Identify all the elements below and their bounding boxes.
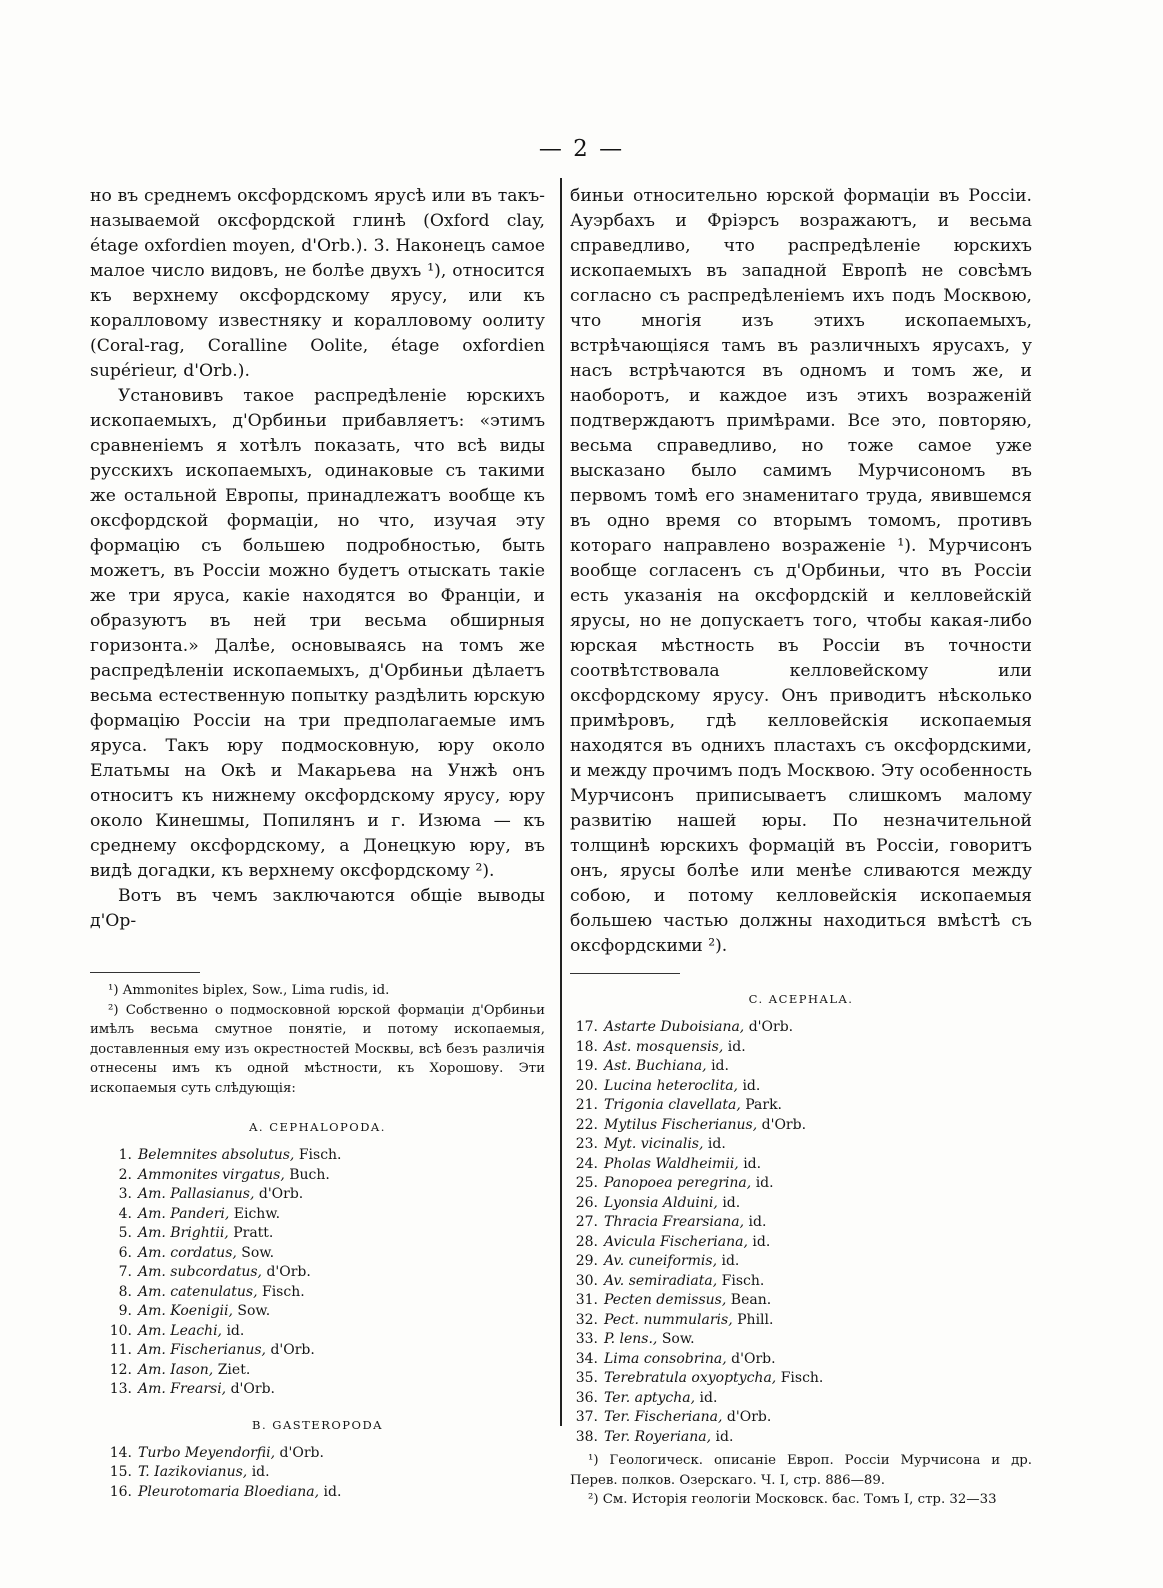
species-name: Pholas Waldheimii,: [604, 1155, 739, 1172]
species-author: Sow.: [237, 1303, 271, 1319]
species-author: Sow.: [661, 1331, 695, 1347]
species-name: Lima consobrina,: [604, 1350, 727, 1367]
species-author: id.: [226, 1322, 245, 1339]
species-author: id.: [743, 1155, 762, 1172]
species-name: Ter. Royeriana,: [604, 1428, 712, 1445]
species-name: Myt. vicinalis,: [604, 1136, 704, 1152]
species-item: [570, 1272, 1032, 1292]
species-item: [570, 1428, 1032, 1448]
species-item: [570, 1194, 1032, 1214]
species-list-gasteropoda: [90, 1444, 545, 1503]
section-title-acephala: C. ACEPHALA.: [748, 992, 854, 1006]
species-item: [570, 1291, 1032, 1311]
species-number: 21.: [575, 1097, 598, 1113]
species-number: 16.: [109, 1483, 132, 1500]
species-name: Am. cordatus,: [138, 1244, 237, 1261]
species-number: 22.: [575, 1116, 598, 1133]
species-item: [570, 1057, 1032, 1077]
species-number: 7.: [118, 1264, 132, 1280]
species-item: [90, 1380, 545, 1400]
species-number: 8.: [118, 1283, 132, 1300]
species-item: [90, 1166, 545, 1186]
species-name: Am. Fischerianus,: [138, 1342, 266, 1358]
species-name: Av. semiradiata,: [604, 1272, 718, 1289]
species-name: Am. Brightii,: [138, 1225, 229, 1241]
species-number: 18.: [575, 1038, 598, 1055]
species-author: id.: [722, 1194, 741, 1211]
species-item: [90, 1244, 545, 1264]
species-number: 9.: [118, 1303, 132, 1319]
species-author: Fisch.: [780, 1370, 824, 1386]
species-name: Pecten demissus,: [604, 1292, 727, 1308]
right-paragraph: биньи относительно юрской формаціи въ Россіи. Ауэрбахъ и Фріэрсъ возражаютъ, и весьма справедливо, что распредѣленіе юрскихъ ископаемыхъ въ западной Европѣ не совсѣмъ согласно съ распредѣленіемъ ихъ подъ Москвою, что многія изъ этихъ ископаемыхъ, встрѣчающіяся тамъ въ различныхъ ярусахъ, у насъ встрѣчаются въ одномъ и томъ же, и наоборотъ, и каждое изъ этихъ возраженій подтверждаютъ примѣрами. Все это, повторяю, весьма справедливо, но тоже самое уже высказано было самимъ Мурчисономъ въ первомъ томѣ его знаменитаго труда, явившемся въ одно время со вторымъ томомъ, противъ котораго направлено возраженіе ¹). Мурчисонъ вообще согласенъ съ д'Орбиньи, что въ Россіи есть указанія на оксфордскій и келловейскій ярусы, но не допускаетъ того, чтобы какая-либо юрская мѣстность въ Россіи въ точности соотвѣтствовала келловейскому или оксфордскому ярусу. Онъ приводитъ нѣсколько примѣровъ, гдѣ келловейскія ископаемыя находятся въ однихъ пластахъ съ оксфордскими, и между прочимъ подъ Москвою. Эту особенность Мурчисонъ приписываетъ слишкомъ малому развитію нашей юры. По незначительной толщинѣ юрскихъ формацій въ Россіи, говоритъ онъ, ярусы болѣе или менѣе сливаются между собою, и потому келловейскія ископаемыя большею частью должны находиться вмѣстѣ съ оксфордскими ²).: [570, 186, 1032, 956]
species-number: 29.: [575, 1253, 598, 1269]
species-item: [570, 1408, 1032, 1428]
species-number: 12.: [109, 1361, 132, 1378]
species-name: Ast. mosquensis,: [604, 1038, 724, 1055]
species-author: id.: [752, 1233, 771, 1250]
species-author: id.: [748, 1214, 767, 1230]
species-author: d'Orb.: [230, 1381, 275, 1397]
species-number: 10.: [109, 1322, 132, 1339]
species-author: d'Orb.: [761, 1116, 807, 1133]
species-name: Am. subcordatus,: [138, 1264, 262, 1280]
species-name: Am. Panderi,: [138, 1205, 230, 1222]
species-number: 28.: [575, 1233, 598, 1250]
species-author: id.: [251, 1464, 270, 1480]
right-footnote-1: ¹) Геологическ. описаніе Европ. Россіи Мурчисона и др. Перев. полков. Озерскаго. Ч. I, стр. 886—89.: [570, 1453, 1032, 1488]
species-name: Belemnites absolutus,: [138, 1147, 295, 1163]
footnote-1: ¹) Ammonites biplex, Sow., Lima rudis, id.: [108, 983, 390, 998]
species-item: [90, 1185, 545, 1205]
species-number: 35.: [575, 1370, 598, 1386]
right-column: [570, 184, 1032, 1510]
species-number: 38.: [575, 1428, 598, 1445]
species-number: 2.: [118, 1166, 132, 1183]
species-number: 15.: [109, 1464, 132, 1480]
species-author: Fisch.: [721, 1272, 765, 1289]
species-number: 24.: [575, 1155, 598, 1172]
species-number: 5.: [118, 1225, 132, 1241]
left-paragraph-1: но въ среднемъ оксфордскомъ ярусѣ или въ такъ-называемой оксфордской глинѣ (Oxford clay, étage oxfordien moyen, d'Orb.). 3. Наконецъ самое малое число видовъ, не болѣе двухъ ¹), относится къ верхнему оксфордскому ярусу, или къ коралловому известняку и коралловому оолиту (Coral-rag, Coralline Oolite, étage oxfordien supérieur, d'Orb.).: [90, 186, 545, 381]
species-number: 11.: [109, 1342, 132, 1358]
species-name: Lyonsia Alduini,: [604, 1194, 718, 1211]
species-author: id.: [721, 1253, 740, 1269]
species-author: Phill.: [737, 1311, 774, 1328]
species-item: [570, 1135, 1032, 1155]
species-item: [570, 1369, 1032, 1389]
species-number: 37.: [575, 1409, 598, 1425]
species-number: 23.: [575, 1136, 598, 1152]
species-author: d'Orb.: [726, 1409, 772, 1425]
species-name: Av. cuneiformis,: [604, 1253, 718, 1269]
species-number: 33.: [575, 1331, 598, 1347]
species-name: Pect. nummularis,: [604, 1311, 733, 1328]
species-item: [90, 1322, 545, 1342]
species-item: [570, 1389, 1032, 1409]
species-item: [90, 1283, 545, 1303]
species-name: Turbo Meyendorfii,: [138, 1444, 276, 1461]
species-name: Trigonia clavellata,: [604, 1097, 741, 1113]
species-item: [570, 1077, 1032, 1097]
species-item: [90, 1146, 545, 1166]
species-author: id.: [755, 1175, 774, 1191]
left-paragraph-3: Вотъ въ чемъ заключаются общіе выводы д'Ор-: [90, 886, 545, 931]
species-name: Lucina heteroclita,: [604, 1077, 738, 1094]
species-name: Am. catenulatus,: [138, 1283, 258, 1300]
species-item: [90, 1444, 545, 1464]
species-name: Am. Frearsi,: [138, 1381, 227, 1397]
species-item: [570, 1038, 1032, 1058]
species-item: [570, 1330, 1032, 1350]
species-number: 34.: [575, 1350, 598, 1367]
left-paragraph-2: Установивъ такое распредѣленіе юрскихъ ископаемыхъ, д'Орбиньи прибавляетъ: «этимъ сравненіемъ я хотѣлъ показать, что всѣ виды русскихъ ископаемыхъ, одинаковые съ такими же остальной Европы, принадлежатъ вообще къ оксфордской формаціи, но что, изучая эту формацію съ большею подробностью, быть можетъ, въ Россіи можно будетъ отыскать такіе же три яруса, какіе находятся во Франціи, и образуютъ въ ней три весьма обширныя горизонта.» Далѣе, основываясь на томъ же распредѣленіи ископаемыхъ, д'Орбиньи дѣлаетъ весьма естественную попытку раздѣлить юрскую формацію Россіи на три предполагаемые имъ яруса. Такъ юру подмосковную, юру около Елатьмы на Окѣ и Макарьева на Унжѣ онъ относитъ къ нижнему оксфордскому ярусу, юру около Кинешмы, Попилянъ и г. Изюма — къ среднему оксфордскому, а Донецкую юру, въ видѣ догадки, къ верхнему оксфордскому ²).: [90, 386, 545, 881]
species-number: 30.: [575, 1272, 598, 1289]
species-number: 27.: [575, 1214, 598, 1230]
species-number: 36.: [575, 1389, 598, 1406]
species-item: [90, 1463, 545, 1483]
species-number: 25.: [575, 1175, 598, 1191]
section-rule: [570, 973, 680, 974]
species-author: Fisch.: [298, 1147, 342, 1163]
species-author: d'Orb.: [270, 1342, 315, 1358]
species-item: [570, 1155, 1032, 1175]
species-author: d'Orb.: [731, 1350, 776, 1367]
species-author: d'Orb.: [266, 1264, 311, 1280]
species-author: Bean.: [730, 1292, 772, 1308]
species-author: id.: [711, 1058, 729, 1074]
species-list-acephala: [570, 1018, 1032, 1447]
species-author: id.: [727, 1038, 746, 1055]
species-item: [570, 1116, 1032, 1136]
footnote-rule: [90, 972, 200, 973]
species-number: 20.: [575, 1077, 598, 1094]
species-name: Am. Leachi,: [138, 1322, 222, 1339]
species-number: 17.: [575, 1019, 598, 1035]
species-author: id.: [715, 1428, 734, 1445]
species-name: Pleurotomaria Bloediana,: [138, 1483, 320, 1500]
species-item: [90, 1483, 545, 1503]
left-column: [90, 184, 545, 1502]
species-name: Ast. Buchiana,: [604, 1058, 707, 1074]
species-item: [90, 1205, 545, 1225]
species-name: Ter. aptycha,: [604, 1389, 696, 1406]
species-name: Ter. Fischeriana,: [604, 1409, 723, 1425]
species-author: Fisch.: [261, 1283, 305, 1300]
species-author: Eichw.: [233, 1205, 281, 1222]
section-title-cephalopoda: A. CEPHALOPODA.: [249, 1120, 386, 1134]
species-name: Am. Koenigii,: [138, 1303, 233, 1319]
species-author: Sow.: [241, 1244, 275, 1261]
species-name: Thracia Frearsiana,: [604, 1214, 745, 1230]
species-item: [570, 1213, 1032, 1233]
species-item: [570, 1350, 1032, 1370]
species-number: 31.: [575, 1292, 598, 1308]
species-number: 1.: [118, 1147, 132, 1163]
species-name: Ammonites virgatus,: [138, 1166, 285, 1183]
species-name: Terebratula oxyoptycha,: [604, 1370, 777, 1386]
species-item: [570, 1174, 1032, 1194]
species-number: 6.: [118, 1244, 132, 1261]
page-number: — 2 —: [538, 136, 625, 162]
species-author: Park.: [745, 1097, 782, 1113]
species-author: id.: [699, 1389, 718, 1406]
species-name: Panopoea peregrina,: [604, 1175, 752, 1191]
species-name: Astarte Duboisiana,: [604, 1019, 745, 1035]
species-item: [570, 1096, 1032, 1116]
species-number: 3.: [118, 1186, 132, 1202]
species-name: Avicula Fischeriana,: [604, 1233, 748, 1250]
species-item: [570, 1252, 1032, 1272]
species-author: d'Orb.: [258, 1186, 304, 1202]
species-author: Ziet.: [217, 1361, 251, 1378]
right-footnote-2: ²) См. Исторія геологіи Московск. бас. Томъ I, стр. 32—33: [588, 1492, 997, 1507]
species-number: 13.: [109, 1381, 132, 1397]
species-author: Pratt.: [233, 1225, 274, 1241]
section-title-gasteropoda: B. GASTEROPODA: [252, 1417, 383, 1432]
column-divider: [560, 178, 562, 1426]
species-item: [90, 1302, 545, 1322]
species-number: 4.: [118, 1205, 132, 1222]
species-name: Am. Iason,: [138, 1361, 214, 1378]
species-name: T. Iazikovianus,: [138, 1464, 248, 1480]
species-number: 19.: [575, 1058, 598, 1074]
species-author: id.: [742, 1077, 761, 1094]
species-author: id.: [707, 1136, 726, 1152]
species-author: Buch.: [289, 1166, 330, 1183]
species-author: d'Orb.: [748, 1019, 794, 1035]
species-name: Am. Pallasianus,: [138, 1186, 255, 1202]
species-number: 26.: [575, 1194, 598, 1211]
species-item: [90, 1361, 545, 1381]
species-number: 32.: [575, 1311, 598, 1328]
footnote-2: ²) Собственно о подмосковной юрской формаціи д'Орбиньи имѣлъ весьма смутное понятіе, и потому ископаемыя, доставленныя ему изъ окрестностей Москвы, всѣ безъ различія отнесены имъ къ одной мѣстности, къ Хорошову. Эти ископаемыя суть слѣдующія:: [90, 1002, 545, 1096]
species-author: d'Orb.: [279, 1444, 324, 1461]
species-item: [570, 1311, 1032, 1331]
species-item: [90, 1263, 545, 1283]
species-list-cephalopoda: [90, 1146, 545, 1400]
species-item: [570, 1018, 1032, 1038]
species-item: [570, 1233, 1032, 1253]
species-item: [90, 1224, 545, 1244]
species-number: 14.: [109, 1444, 132, 1461]
species-author: id.: [323, 1483, 342, 1500]
species-name: P. lens.,: [604, 1331, 658, 1347]
species-name: Mytilus Fischerianus,: [604, 1116, 758, 1133]
species-item: [90, 1341, 545, 1361]
